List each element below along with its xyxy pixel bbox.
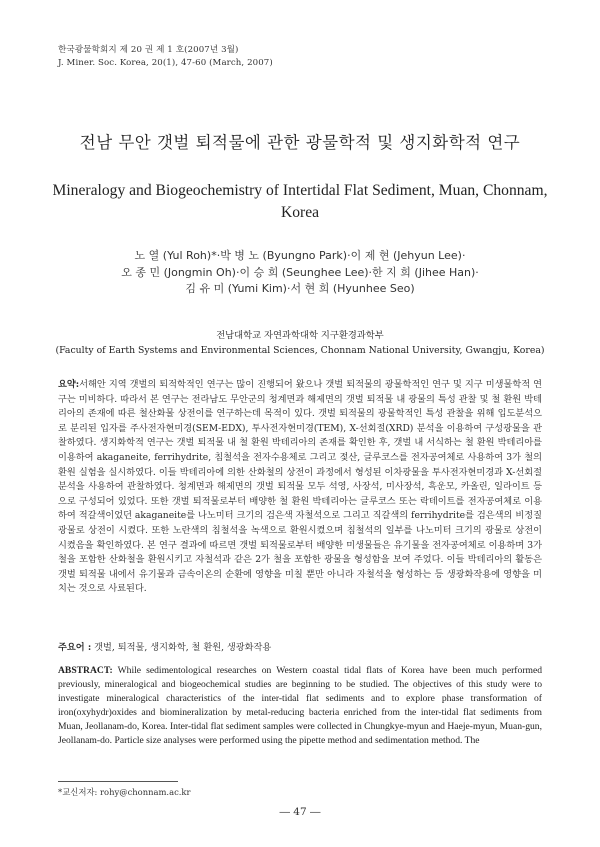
author-line: 김 유 미 (Yumi Kim)·서 현 희 (Hyunhee Seo) xyxy=(185,282,415,295)
page-number: ― 47 ― xyxy=(279,806,321,818)
title-korean: 전남 무안 갯벌 퇴적물에 관한 광물학적 및 생지화학적 연구 xyxy=(79,133,521,152)
abstract-english xyxy=(58,664,542,748)
author-line: 노 열 (Yul Roh)*·박 병 노 (Byungno Park)·이 제 현 (Jehyun Lee)· xyxy=(134,249,466,262)
abstract-korean-text: 서해안 지역 갯벌의 퇴적학적인 연구는 많이 진행되어 왔으나 갯벌 퇴적물의 광물학적인 연구 및 지구 미생물학적 연구는 미비하다. 따라서 본 연구는 전라남도 무안군의 청계면과 해제면의 갯벌 퇴적물 내 광물의 특성 관찰 및 철 환원 박테리아의 존재에 따른 철산화물 상전이를 연구하는데 목적이 있다. 갯벌 퇴적물의 광물학적인 특성 관찰을 위해 입도분석으로 분리된 입자를 주사전자현미경(SEM-EDX), 투사전자현미경(TEM), X-선회절(XRD) 분석을 이용하여 구성광물을 관찰하였다. 생지화학적 연구는 갯벌 퇴적물 내 철 환원 박테리아의 존재를 확인한 후, 갯벌 내 서식하는 철 환원 박테리아를 이용하여 akaganeite, ferrihydrite, 침철석을 전자수용체로 그리고 젖산, 글루코스를 전자공여체로 사용하여 3가 철의 환원 실험을 실시하였다. 이들 박테리아에 의한 산화철의 상전이 과정에서 형성된 이차광물을 투사전자현미경과 X-선회절 분석을 사용하여 관찰하였다. 청계면과 해제면의 갯벌 퇴적물 모두 석영, 사장석, 미사장석, 흑운모, 카올린, 일라이트 등으로 구성되어 있었다. 또한 갯벌 퇴적물로부터 배양한 철 환원 박테리아는 글루코스 또는 락테이트를 전자공여체로 이용하여 적갈색이었던 akaganeite를 나노미터 크기의 검은색 자철석으로 그리고 직갈색의 ferrihydrite를 검은색의 비정질 광물로 상전이 시켰다. 또한 노란색의 침철석을 녹색으로 환원시켰으며 침철석의 일부를 나노미터 크기의 광물로 상전이 시켰음을 확인하였다. 본 연구 결과에 따르면 갯벌 퇴적물로부터 배양한 미생물들은 유기물을 전자공여체로 이용하며 3가철을 포함한 산화철을 환원시키고 자철석과 같은 2가 철을 포함한 광물을 형성함을 보여 주었다. 이들 박테리아의 활동은 갯벌 퇴적물 내에서 유기물과 금속이온의 순환에 영향을 미칠 뿐만 아니라 자철석을 형성하는 등 생광화작용에 영향을 미치는 것으로 사료된다. xyxy=(58,379,542,595)
corresponding-author-footnote: *교신저자: rohy@chonnam.ac.kr xyxy=(58,787,191,797)
affiliation-korean: 전남대학교 자연과학대학 지구환경과학부 xyxy=(216,330,384,341)
journal-citation-kr: 한국광물학회지 제 20 권 제 1 호(2007년 3월) xyxy=(58,45,239,55)
affiliation xyxy=(40,329,560,358)
abstract-korean-label: 요약: xyxy=(58,379,80,390)
abstract-korean xyxy=(58,378,542,597)
affiliation-english: (Faculty of Earth Systems and Environmental Sciences, Chonnam National University, Gwangju, Korea) xyxy=(55,344,545,356)
abstract-english-label: ABSTRACT: xyxy=(58,665,113,676)
journal-citation-en: J. Miner. Soc. Korea, 20(1), 47-60 (March, 2007) xyxy=(58,58,273,68)
author-list xyxy=(40,248,560,298)
author-line: 오 종 민 (Jongmin Oh)·이 승 희 (Seunghee Lee)·한 지 희 (Jihee Han)· xyxy=(121,265,479,279)
abstract-english-text: While sedimentological researches on Western coastal tidal flats of Korea have been much performed previously, mineralogical and biogeochemical studies are beginning to be studied. The objectives of this study were to investigate mineralogical characteristics of the inter-tidal flat sediments and to explore phase transformation of iron(oxyhydr)oxides and biomineralization by metal-reducing bacteria enriched from the inter-tidal flat sediments from Muan, Jeollanam-do, Korea. Inter-tidal flat sediment samples were collected in Chungkye-myun and Haeje-myun, Muan-gun, Jeollanam-do. Particle size analyses were performed using the pipette method and sedimentation method. The xyxy=(58,665,542,746)
keywords-text: 갯벌, 퇴적물, 생지화학, 철 환원, 생광화작용 xyxy=(94,642,272,653)
keywords-label: 주요어 : xyxy=(58,642,92,653)
keywords xyxy=(58,639,542,653)
footnote-divider xyxy=(58,781,178,782)
title-english: Mineralogy and Biogeochemistry of Intertidal Flat Sediment, Muan, Chonnam, Korea xyxy=(52,182,548,221)
